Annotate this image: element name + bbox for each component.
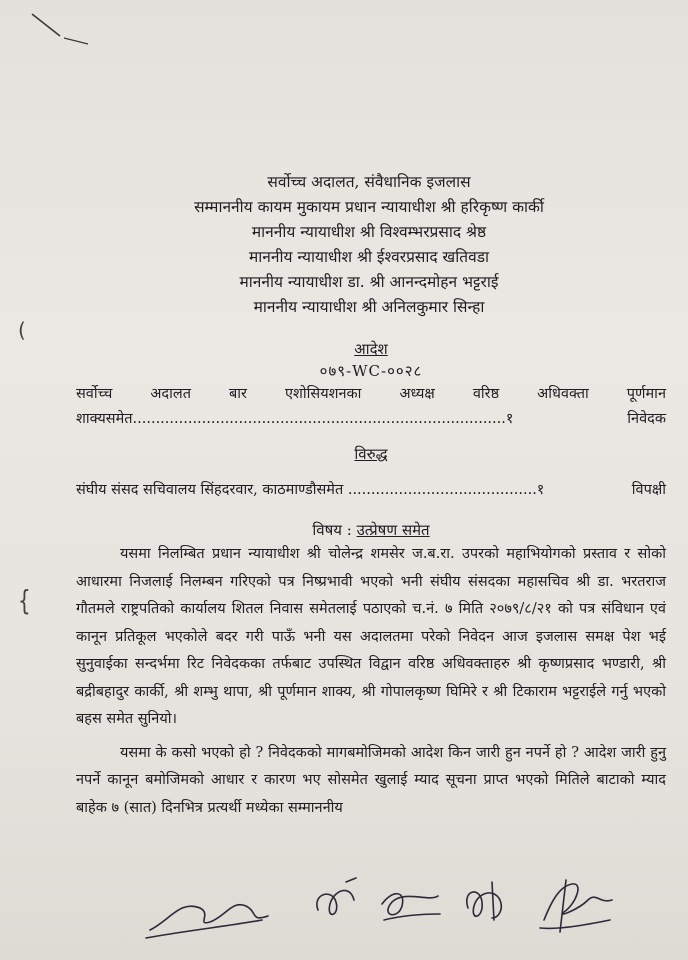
- bench-header: [72, 170, 666, 320]
- signature-2: [317, 878, 356, 914]
- subject-line: [76, 519, 666, 541]
- signature-3: [382, 894, 440, 920]
- subject-label: विषय :: [312, 521, 352, 539]
- petitioner-block: [76, 382, 666, 432]
- margin-bracket-mark: (: [18, 318, 26, 342]
- petitioner-role: निवेदक: [627, 411, 666, 427]
- justice-line-3: माननीय न्यायाधीश डा. श्री आनन्दमोहन भट्टराई: [239, 273, 499, 291]
- court-name: सर्वोच्च अदालत, संवैधानिक इजलास: [267, 173, 471, 191]
- chief-justice-line: सम्माननीय कायम मुकायम प्रधान न्यायाधीश श्री हरिकृष्ण कार्की: [194, 198, 544, 216]
- case-number: ०७९-WC-००२८: [319, 362, 423, 380]
- justice-line-1: माननीय न्यायाधीश श्री विश्वम्भरप्रसाद श्रेष्ठ: [251, 223, 487, 241]
- signature-1: [146, 905, 268, 938]
- pen-mark-top: [30, 10, 90, 50]
- petitioner-line-2: शाक्यसमेत.................................................................................१: [76, 411, 514, 427]
- paragraph-2: यसमा के कसो भएको हो ? निवेदकको मागबमोजिमको आदेश किन जारी हुन नपर्ने हो ? आदेश जारी हुनु नपर्ने कानून बमोजिमको आधार र कारण भए सोसमेत खुलाई म्याद सूचना प्राप्त भएको मितिले बाटाको म्याद बाहेक ७ (सात) दिनभित्र प्रत्यर्थी मध्येका सम्माननीय: [76, 744, 666, 816]
- court-order-document: [76, 170, 666, 822]
- margin-brace-mark: {: [18, 583, 31, 617]
- signature-5: [540, 880, 612, 932]
- order-title: आदेश: [354, 340, 388, 358]
- signature-4: [467, 882, 502, 920]
- respondent-line: संघीय संसद सचिवालय सिंहदरवार, काठमाण्डौसमेत .........................................१: [76, 482, 545, 498]
- respondent-role: विपक्षी: [631, 482, 666, 498]
- signatures-row: [0, 860, 688, 960]
- respondent-block: [76, 478, 666, 503]
- justice-line-2: माननीय न्यायाधीश श्री ईश्वरप्रसाद खतिवडा: [248, 248, 489, 266]
- versus-heading: विरुद्ध: [354, 445, 388, 463]
- subject-text: उत्प्रेषण समेत: [356, 521, 430, 539]
- justice-line-4: माननीय न्यायाधीश श्री अनिलकुमार सिन्हा: [253, 298, 485, 316]
- petitioner-line-1: सर्वोच्च अदालत बार एशोसियशनका अध्यक्ष वरिष्ठ अधिवक्ता पूर्णमान: [76, 386, 666, 402]
- paragraph-1: यसमा निलम्बित प्रधान न्यायाधीश श्री चोलेन्द्र शमसेर ज.ब.रा. उपरको महाभियोगको प्रस्ताव र सोको आधारमा निजलाई निलम्बन गरिएको पत्र निष्प्रभावी भएको भनी संघीय संसदका महासचिव श्री डा. भरतराज गौतमले राष्ट्रपतिको कार्यालय शितल निवास समेतलाई पठाएको च.नं. ७ मिति २०७९/८/२१ को पत्र संविधान एवं कानून प्रतिकूल भएकोले बदर गरी पाऊँ भनी यस अदालतमा परेको निवेदन आज इजलास समक्ष पेश भई सुनुवाईका सन्दर्भमा रिट निवेदकका तर्फबाट उपस्थित विद्वान वरिष्ठ अधिवक्ताहरु श्री कृष्णप्रसाद भण्डारी, श्री बद्रीबहादुर कार्की, श्री शम्भु थापा, श्री पूर्णमान शाक्य, श्री गोपालकृष्ण घिमिरे र श्री टिकाराम भट्टराईले गर्नु भएको बहस समेत सुनियो।: [76, 546, 666, 727]
